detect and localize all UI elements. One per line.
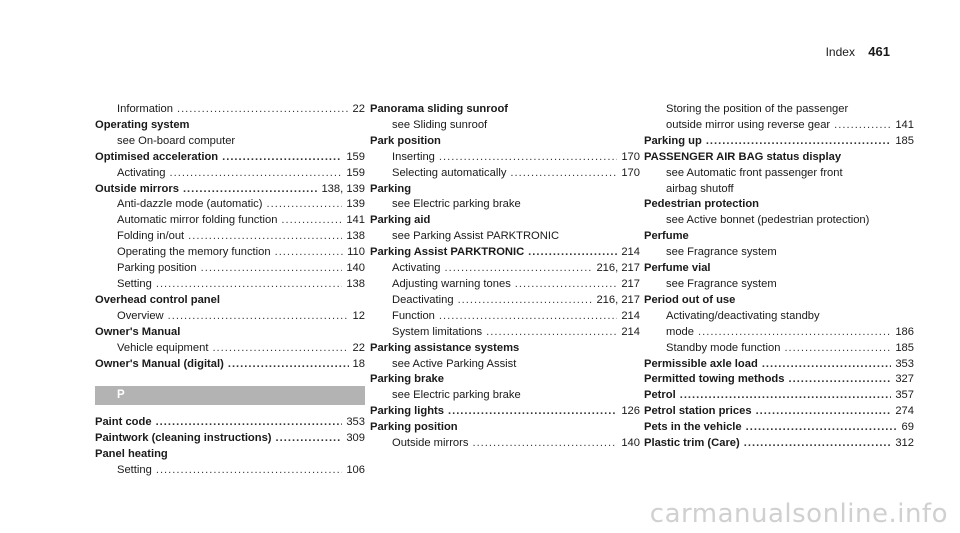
index-subentry xyxy=(644,245,914,261)
dot-leader xyxy=(201,261,343,277)
entry-text: Parking brake xyxy=(370,373,444,386)
dot-leader xyxy=(281,213,342,229)
entry-page-ref[interactable]: 18 xyxy=(352,357,365,370)
section-header-p: P xyxy=(95,386,365,405)
index-entry xyxy=(644,420,914,436)
entry-text: Perfume vial xyxy=(644,262,711,275)
entry-text: Owner's Manual xyxy=(95,325,181,338)
entry-page-ref[interactable]: 106 xyxy=(346,464,365,477)
entry-text: Paint code xyxy=(95,416,152,429)
dot-leader xyxy=(439,150,617,166)
index-entry xyxy=(95,182,365,198)
index-column-3 xyxy=(644,102,914,452)
dot-leader xyxy=(472,436,617,452)
entry-text: Information xyxy=(117,103,173,115)
index-subentry xyxy=(95,245,365,261)
index-subentry xyxy=(95,102,365,118)
dot-leader xyxy=(188,229,342,245)
entry-page-ref[interactable]: 216, 217 xyxy=(596,262,640,275)
index-column-1 xyxy=(95,102,365,479)
index-subentry xyxy=(95,134,365,150)
page-header xyxy=(826,44,890,59)
dot-leader xyxy=(156,463,342,479)
index-entry xyxy=(644,261,914,277)
entry-text: airbag shutoff xyxy=(666,182,734,195)
entry-text: Adjusting warning tones xyxy=(392,277,511,290)
entry-page-ref[interactable]: 185 xyxy=(895,134,914,147)
index-subentry xyxy=(370,309,640,325)
entry-page-ref[interactable]: 110 xyxy=(347,246,365,259)
entry-text: Outside mirrors xyxy=(392,437,469,450)
index-subentry xyxy=(370,229,640,245)
entry-page-ref[interactable]: 140 xyxy=(346,262,365,275)
entry-text: Plastic trim (Care) xyxy=(644,437,740,450)
entry-page-ref[interactable]: 170 xyxy=(621,166,640,179)
entry-text: Period out of use xyxy=(644,293,736,306)
entry-page-ref[interactable]: 217 xyxy=(621,277,640,290)
dot-leader xyxy=(746,420,898,436)
page-number: 461 xyxy=(868,44,890,59)
dot-leader xyxy=(276,431,343,447)
dot-leader xyxy=(458,293,593,309)
dot-leader xyxy=(177,102,349,118)
entry-text: Parking position xyxy=(117,262,197,275)
index-column-2 xyxy=(370,102,640,452)
dot-leader xyxy=(834,118,891,134)
entry-page-ref[interactable]: 22 xyxy=(352,103,365,115)
entry-text: Park position xyxy=(370,134,441,147)
entry-text: Setting xyxy=(117,277,152,290)
entry-page-ref[interactable]: 357 xyxy=(895,389,914,402)
entry-text: Standby mode function xyxy=(666,341,781,354)
entry-page-ref[interactable]: 214 xyxy=(621,325,640,338)
entry-page-ref[interactable]: 22 xyxy=(352,341,365,354)
index-subentry xyxy=(644,277,914,293)
index-entry xyxy=(644,197,914,213)
entry-text: Optimised acceleration xyxy=(95,150,219,163)
index-entry xyxy=(644,293,914,309)
dot-leader xyxy=(784,341,891,357)
entry-text: Parking assistance systems xyxy=(370,341,520,354)
entry-text: see Active Parking Assist xyxy=(392,357,517,370)
entry-text: Overview xyxy=(117,309,164,322)
dot-leader xyxy=(222,150,342,166)
entry-text: see Electric parking brake xyxy=(392,198,521,211)
index-subentry xyxy=(644,341,914,357)
dot-leader xyxy=(762,357,892,373)
entry-text: Vehicle equipment xyxy=(117,341,209,354)
index-subentry xyxy=(644,166,914,182)
index-entry xyxy=(95,447,365,463)
index-entry xyxy=(644,357,914,373)
dot-leader xyxy=(228,357,349,373)
dot-leader xyxy=(486,325,617,341)
index-entry xyxy=(644,150,914,166)
entry-text: Parking lights xyxy=(370,405,444,418)
dot-leader xyxy=(756,404,892,420)
entry-page-ref[interactable]: 214 xyxy=(621,246,640,259)
index-subentry xyxy=(95,309,365,325)
entry-text: Operating the memory function xyxy=(117,246,271,259)
index-entry xyxy=(644,134,914,150)
index-subentry xyxy=(95,213,365,229)
entry-text: Folding in/out xyxy=(117,230,185,243)
entry-page-ref[interactable]: 159 xyxy=(346,166,365,179)
entry-text: Petrol xyxy=(644,389,676,402)
index-entry xyxy=(644,436,914,452)
entry-text: mode xyxy=(666,325,694,338)
entry-text: Petrol station prices xyxy=(644,405,752,418)
entry-text: Pets in the vehicle xyxy=(644,421,742,434)
entry-page-ref[interactable]: 138, 139 xyxy=(321,182,365,195)
entry-text: Function xyxy=(392,309,435,322)
index-subentry xyxy=(95,261,365,277)
entry-text: Storing the position of the passenger xyxy=(666,103,849,115)
index-entry xyxy=(95,357,365,373)
index-entry xyxy=(644,229,914,245)
entry-text: outside mirror using reverse gear xyxy=(666,118,831,131)
entry-text: Activating/deactivating standby xyxy=(666,309,820,322)
entry-text: Overhead control panel xyxy=(95,293,220,306)
entry-page-ref[interactable]: 12 xyxy=(352,309,365,322)
entry-text: Parking Assist PARKTRONIC xyxy=(370,246,525,259)
index-subentry xyxy=(95,229,365,245)
index-entry xyxy=(95,118,365,134)
dot-leader xyxy=(698,325,891,341)
index-subentry xyxy=(370,261,640,277)
index-entry xyxy=(95,431,365,447)
entry-text: Parking position xyxy=(370,421,458,434)
dot-leader xyxy=(706,134,892,150)
entry-text: Panel heating xyxy=(95,448,168,461)
entry-text: Activating xyxy=(117,166,166,179)
entry-page-ref[interactable]: 140 xyxy=(621,437,640,450)
entry-text: Setting xyxy=(117,464,152,477)
entry-page-ref[interactable]: 309 xyxy=(346,432,365,445)
entry-text: see Active bonnet (pedestrian protection) xyxy=(666,214,870,227)
entry-text: see Sliding sunroof xyxy=(392,118,488,131)
entry-text: Permitted towing methods xyxy=(644,373,785,386)
entry-text: see On-board computer xyxy=(117,134,236,147)
index-subentry xyxy=(95,197,365,213)
dot-leader xyxy=(680,388,892,404)
entry-page-ref[interactable]: 327 xyxy=(895,373,914,386)
entry-page-ref[interactable]: 185 xyxy=(895,341,914,354)
entry-text: Anti-dazzle mode (automatic) xyxy=(117,198,263,211)
entry-page-ref[interactable]: 312 xyxy=(895,437,914,450)
dot-leader xyxy=(510,166,617,182)
dot-leader xyxy=(267,197,343,213)
index-subentry xyxy=(95,463,365,479)
index-entry xyxy=(370,213,640,229)
index-subentry xyxy=(644,118,914,134)
entry-text: Parking xyxy=(370,182,412,195)
dot-leader xyxy=(170,166,343,182)
index-entry xyxy=(370,341,640,357)
dot-leader xyxy=(156,277,342,293)
index-subentry xyxy=(370,293,640,309)
entry-page-ref[interactable]: 170 xyxy=(621,150,640,163)
entry-text: Parking aid xyxy=(370,214,431,227)
dot-leader xyxy=(528,245,617,261)
entry-text: Parking up xyxy=(644,134,702,147)
dot-leader xyxy=(445,261,593,277)
entry-text: Paintwork (cleaning instructions) xyxy=(95,432,272,445)
index-subentry xyxy=(644,213,914,229)
dot-leader xyxy=(183,182,318,198)
entry-page-ref[interactable]: 126 xyxy=(621,405,640,418)
dot-leader xyxy=(448,404,617,420)
entry-text: System limitations xyxy=(392,325,483,338)
index-subentry xyxy=(370,436,640,452)
index-entry xyxy=(370,102,640,118)
entry-text: see Automatic front passenger front xyxy=(666,166,843,179)
entry-text: see Electric parking brake xyxy=(392,389,521,402)
index-entry xyxy=(644,404,914,420)
index-entry xyxy=(95,325,365,341)
index-subentry xyxy=(370,325,640,341)
entry-page-ref[interactable]: 214 xyxy=(621,309,640,322)
entry-page-ref[interactable]: 274 xyxy=(895,405,914,418)
entry-text: Operating system xyxy=(95,118,190,131)
entry-page-ref[interactable]: 141 xyxy=(346,214,365,227)
index-subentry xyxy=(370,166,640,182)
entry-page-ref[interactable]: 353 xyxy=(895,357,914,370)
index-subentry xyxy=(370,118,640,134)
index-entry xyxy=(95,293,365,309)
entry-page-ref[interactable]: 69 xyxy=(901,421,914,434)
index-entry xyxy=(370,404,640,420)
entry-page-ref[interactable]: 139 xyxy=(346,198,365,211)
index-entry xyxy=(370,134,640,150)
dot-leader xyxy=(439,309,617,325)
entry-text: see Fragrance system xyxy=(666,277,777,290)
dot-leader xyxy=(744,436,892,452)
index-entry xyxy=(370,420,640,436)
entry-text: Inserting xyxy=(392,150,435,163)
entry-text: Automatic mirror folding function xyxy=(117,214,278,227)
index-subentry xyxy=(370,388,640,404)
dot-leader xyxy=(788,372,891,388)
index-subentry xyxy=(644,309,914,325)
entry-text: Selecting automatically xyxy=(392,166,507,179)
index-subentry xyxy=(370,357,640,373)
index-entry xyxy=(95,150,365,166)
index-subentry xyxy=(95,277,365,293)
entry-page-ref[interactable]: 141 xyxy=(895,118,914,131)
watermark: carmanualsonline.info xyxy=(649,499,948,529)
entry-text: Deactivating xyxy=(392,293,454,306)
entry-text: Pedestrian protection xyxy=(644,198,760,211)
dot-leader xyxy=(515,277,618,293)
dot-leader xyxy=(212,341,348,357)
entry-text: see Parking Assist PARKTRONIC xyxy=(392,230,560,243)
entry-text: Panorama sliding sunroof xyxy=(370,103,508,115)
entry-text: see Fragrance system xyxy=(666,246,777,259)
entry-page-ref[interactable]: 138 xyxy=(346,277,365,290)
index-subentry xyxy=(370,197,640,213)
entry-text: Owner's Manual (digital) xyxy=(95,357,224,370)
index-entry xyxy=(370,245,640,261)
entry-page-ref[interactable]: 138 xyxy=(346,230,365,243)
index-subentry xyxy=(370,277,640,293)
entry-text: Outside mirrors xyxy=(95,182,179,195)
dot-leader xyxy=(168,309,349,325)
index-entry xyxy=(644,388,914,404)
index-entry xyxy=(370,372,640,388)
entry-page-ref[interactable]: 159 xyxy=(346,150,365,163)
index-entry xyxy=(95,415,365,431)
entry-text: Perfume xyxy=(644,230,689,243)
index-entry xyxy=(644,372,914,388)
index-subentry xyxy=(644,182,914,198)
index-subentry xyxy=(370,150,640,166)
dot-leader xyxy=(156,415,343,431)
index-subentry xyxy=(644,102,914,118)
index-subentry xyxy=(95,166,365,182)
entry-text: PASSENGER AIR BAG status display xyxy=(644,150,842,163)
entry-page-ref[interactable]: 353 xyxy=(346,416,365,429)
entry-text: Permissible axle load xyxy=(644,357,758,370)
index-subentry xyxy=(644,325,914,341)
index-label: Index xyxy=(825,45,855,59)
entry-text: Activating xyxy=(392,262,441,275)
index-entry xyxy=(370,182,640,198)
entry-page-ref[interactable]: 186 xyxy=(895,325,914,338)
entry-page-ref[interactable]: 216, 217 xyxy=(596,293,640,306)
dot-leader xyxy=(275,245,344,261)
index-subentry xyxy=(95,341,365,357)
